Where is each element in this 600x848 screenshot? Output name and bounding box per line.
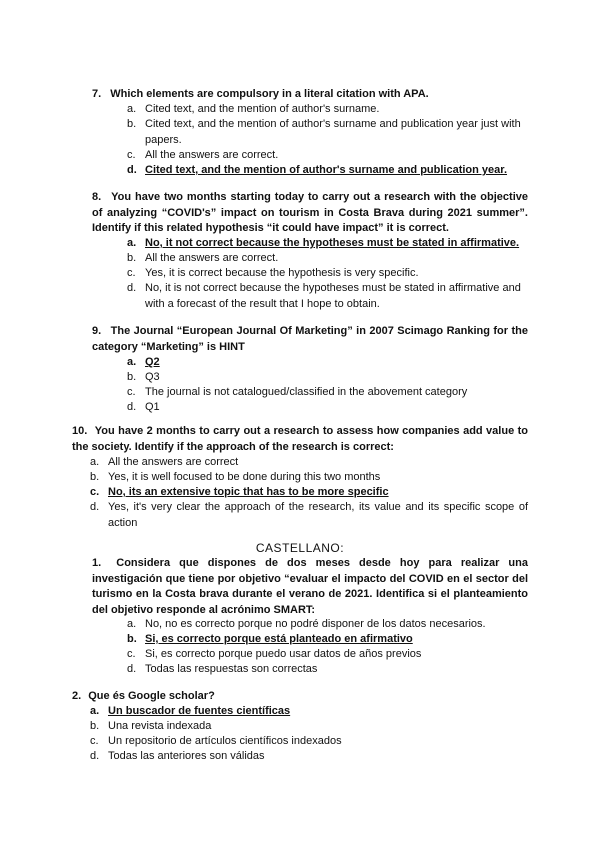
option-letter: c. — [127, 267, 136, 279]
option-text: Un buscador de fuentes científicas — [108, 705, 291, 717]
option-letter: b. — [127, 252, 137, 264]
option-text: Yes, it is correct because the hypothesis is very specific. — [145, 267, 419, 279]
option-text: No, it is not correct because the hypotheses must be stated in affirmative and with a forecast of the result that I hope to obtain. — [145, 282, 521, 310]
option-letter: c. — [90, 486, 100, 498]
question-text: Que és Google scholar? — [88, 690, 215, 702]
option-text: Si, es correcto porque está planteado en afirmativo — [145, 633, 413, 645]
option-letter: b. — [90, 471, 100, 483]
question-text: The Journal “European Journal Of Marketing” in 2007 Scimago Ranking for the category “Marketing” is HINT — [92, 325, 528, 353]
option-text: Un repositorio de artículos científicos indexados — [108, 735, 342, 747]
option-letter: a. — [127, 618, 137, 630]
question-8 — [92, 190, 528, 237]
option-letter: c. — [127, 648, 136, 660]
option-letter: a. — [90, 705, 100, 717]
option-text: Todas las respuestas son correctas — [145, 663, 318, 675]
option-letter: d. — [127, 401, 137, 413]
question-text: You have two months starting today to carry out a research with the objective of analyzing “COVID's” impact on tourism in Costa Brava during 2021 summer”. Identify if this related hypothesis “it could have impact” it is correct. — [92, 191, 528, 234]
question-number: 9. — [92, 325, 102, 337]
question-text: Which elements are compulsory in a literal citation with APA. — [110, 88, 429, 100]
option-letter: b. — [127, 118, 137, 130]
option-letter: a. — [127, 356, 137, 368]
option-letter: d. — [90, 750, 100, 762]
option-letter: a. — [127, 103, 137, 115]
option-text: Si, es correcto porque puedo usar datos de años previos — [145, 648, 422, 660]
question-text: Considera que dispones de dos meses desde hoy para realizar una investigación que tiene por objetivo “evaluar el impacto del COVID en el sector del turismo en la Costa brava durante el verano de 2021. Identifica si el planteamiento del objetivo responde al acrónimo SMART: — [92, 557, 528, 616]
option-text: Cited text, and the mention of author's surname. — [145, 103, 380, 115]
option-text: Cited text, and the mention of author's surname and publication year. — [145, 164, 508, 176]
question-7 — [92, 87, 532, 103]
option-text: Yes, it's very clear the approach of the research, its value and its specific scope of action — [108, 501, 528, 529]
option-text: Q3 — [145, 371, 160, 383]
spanish-question-1 — [92, 556, 528, 618]
option-letter: b. — [127, 633, 137, 645]
option-text: Una revista indexada — [108, 720, 212, 732]
option-text: All the answers are correct. — [145, 149, 279, 161]
option-text: All the answers are correct. — [145, 252, 279, 264]
option-letter: d. — [127, 663, 137, 675]
option-letter: d. — [127, 282, 137, 294]
option-text: Yes, it is well focused to be done during this two months — [108, 471, 381, 483]
option-letter: a. — [90, 456, 100, 468]
option-text: Cited text, and the mention of author's surname and publication year just with papers. — [145, 118, 521, 146]
option-text: Q2 — [145, 356, 160, 368]
option-letter: b. — [127, 371, 137, 383]
option-text: No, its an extensive topic that has to be more specific — [108, 486, 389, 498]
option-letter: c. — [127, 386, 136, 398]
question-10 — [72, 424, 528, 455]
question-number: 10. — [72, 425, 88, 437]
option-text: The journal is not catalogued/classified in the abovement category — [145, 386, 468, 398]
spanish-question-2 — [72, 689, 528, 705]
option-text: No, no es correcto porque no podré disponer de los datos necesarios. — [145, 618, 486, 630]
option-letter: b. — [90, 720, 100, 732]
section-heading: CASTELLANO: — [255, 541, 345, 555]
question-number: 1. — [92, 557, 102, 569]
option-letter: c. — [90, 735, 99, 747]
option-text: Q1 — [145, 401, 160, 413]
question-number: 2. — [72, 690, 82, 702]
question-9 — [92, 324, 528, 355]
question-text: You have 2 months to carry out a research to assess how companies add value to the society. Identify if the approach of the research is correct: — [72, 425, 528, 453]
option-text: No, it not correct because the hypotheses must be stated in affirmative. — [145, 237, 520, 249]
option-text: Todas las anteriores son válidas — [108, 750, 265, 762]
option-letter: c. — [127, 149, 136, 161]
question-number: 8. — [92, 191, 102, 203]
option-text: All the answers are correct — [108, 456, 239, 468]
option-letter: d. — [90, 501, 100, 513]
option-letter: d. — [127, 164, 137, 176]
question-number: 7. — [92, 88, 102, 100]
option-letter: a. — [127, 237, 137, 249]
